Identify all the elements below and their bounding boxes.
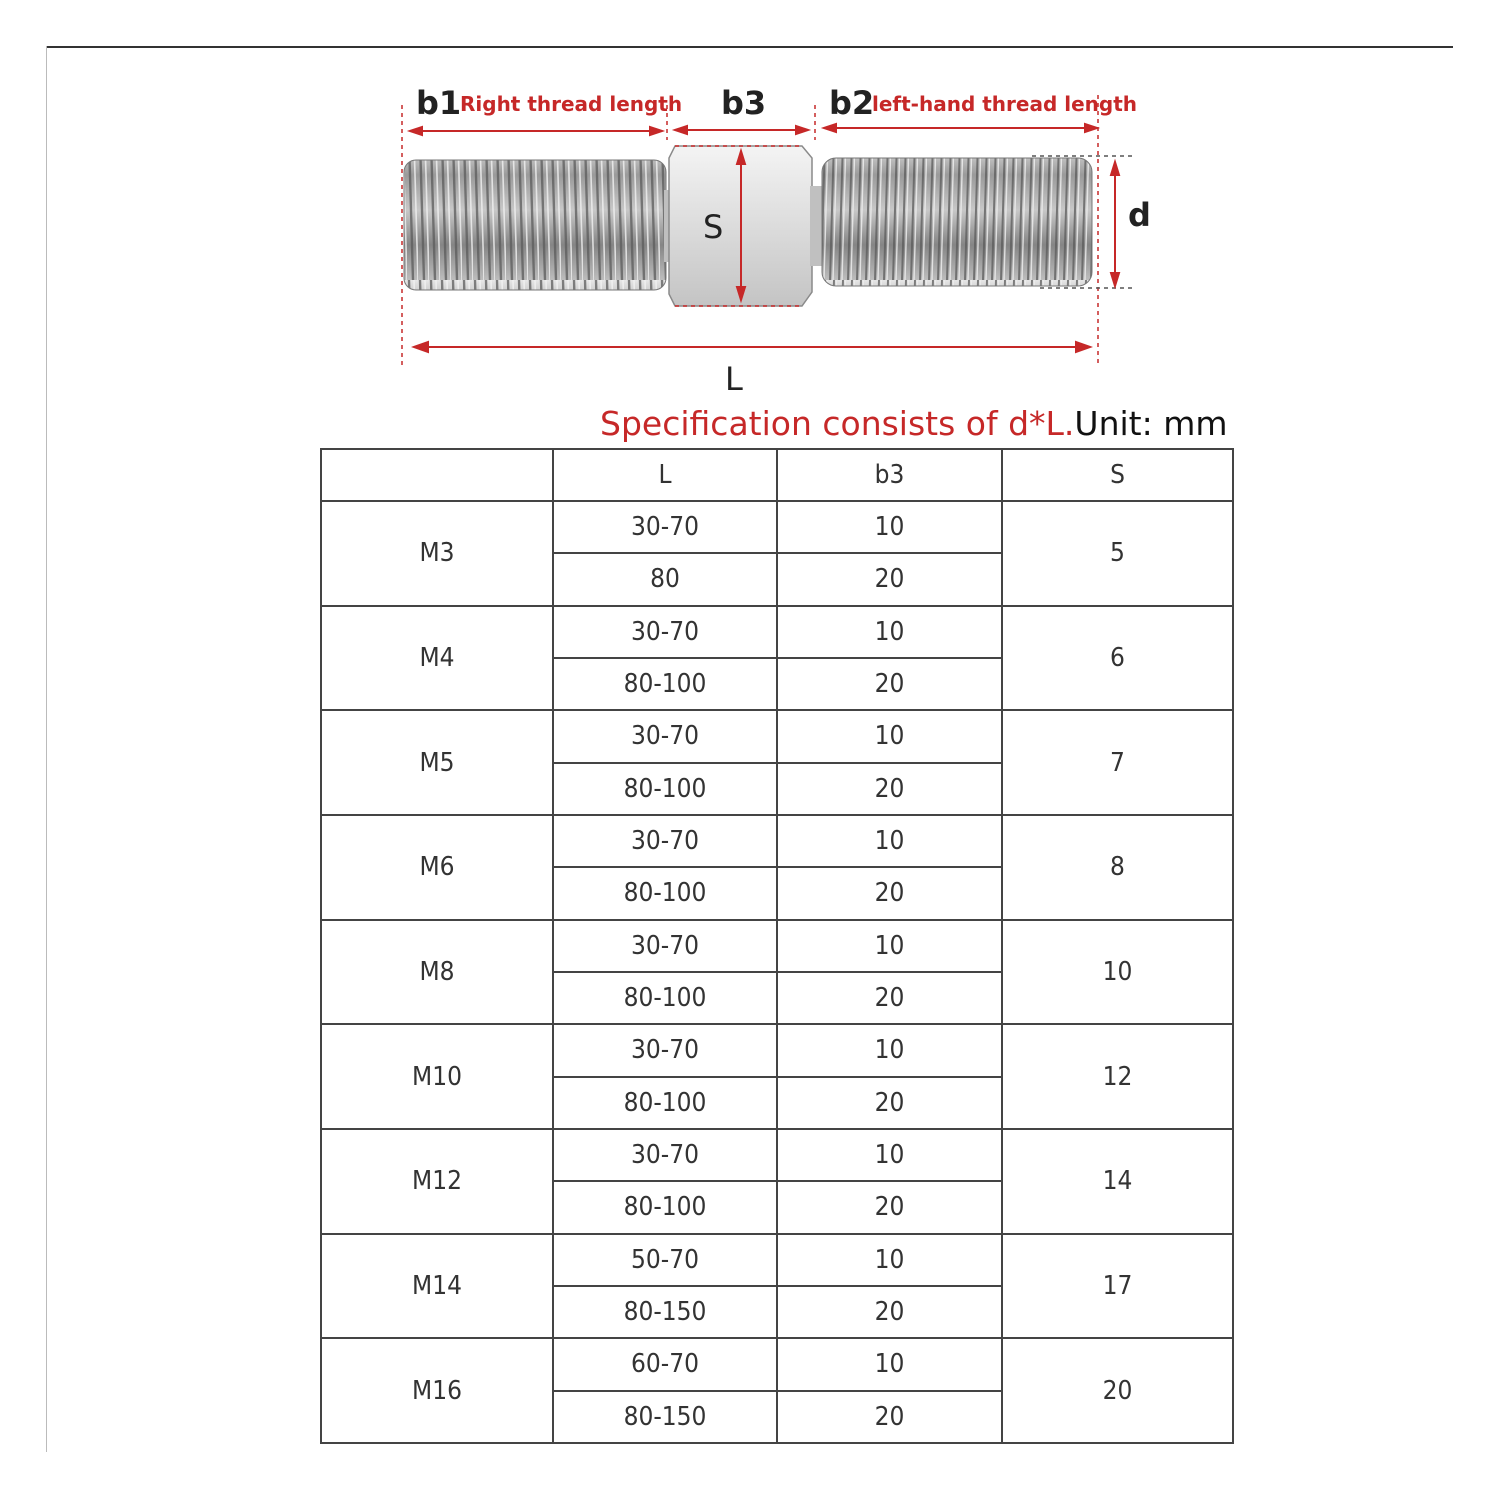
specification-table <box>320 448 1234 1444</box>
cell-thread-size: M6 <box>321 815 553 920</box>
cell-s: 7 <box>1002 710 1233 815</box>
cell-s: 10 <box>1002 920 1233 1025</box>
cell-length: 30-70 <box>553 815 777 867</box>
table-row <box>321 1338 1233 1390</box>
cell-b3: 10 <box>777 1234 1002 1286</box>
cell-length: 30-70 <box>553 606 777 658</box>
cell-b3: 20 <box>777 763 1002 815</box>
cell-length: 80-100 <box>553 867 777 919</box>
cell-b3: 10 <box>777 1129 1002 1181</box>
cell-thread-size: M8 <box>321 920 553 1025</box>
stud-bolt-diagram <box>0 0 1500 410</box>
b3-label: b3 <box>721 84 767 122</box>
cell-length: 30-70 <box>553 1024 777 1076</box>
b2-label: b2 <box>829 84 875 122</box>
cell-length: 80-100 <box>553 763 777 815</box>
cell-b3: 20 <box>777 1077 1002 1129</box>
table-row <box>321 920 1233 972</box>
cell-b3: 20 <box>777 658 1002 710</box>
cell-thread-size: M12 <box>321 1129 553 1234</box>
header-size <box>321 449 553 501</box>
cell-length: 30-70 <box>553 501 777 553</box>
table-row <box>321 1024 1233 1076</box>
cell-thread-size: M16 <box>321 1338 553 1443</box>
cell-thread-size: M4 <box>321 606 553 711</box>
cell-b3: 20 <box>777 1391 1002 1443</box>
table-row <box>321 1129 1233 1181</box>
table-row <box>321 501 1233 553</box>
cell-length: 60-70 <box>553 1338 777 1390</box>
right-hand-thread-section <box>404 160 666 290</box>
cell-length: 80-100 <box>553 1077 777 1129</box>
specification-note <box>600 404 1228 443</box>
cell-b3: 10 <box>777 1024 1002 1076</box>
specification-text: Specification consists of d*L. <box>600 404 1075 443</box>
cell-length: 80-100 <box>553 1181 777 1233</box>
cell-b3: 20 <box>777 553 1002 605</box>
table-row <box>321 710 1233 762</box>
cell-length: 80-100 <box>553 658 777 710</box>
header-s: S <box>1002 449 1233 501</box>
stud-drawing <box>0 0 1500 410</box>
cell-b3: 10 <box>777 501 1002 553</box>
table-row <box>321 815 1233 867</box>
cell-s: 17 <box>1002 1234 1233 1339</box>
table-body <box>321 501 1233 1443</box>
unit-text: Unit: mm <box>1074 404 1228 443</box>
table-row <box>321 1234 1233 1286</box>
cell-b3: 10 <box>777 920 1002 972</box>
cell-b3: 20 <box>777 1181 1002 1233</box>
cell-b3: 10 <box>777 1338 1002 1390</box>
cell-b3: 10 <box>777 606 1002 658</box>
table-header-row <box>321 449 1233 501</box>
cell-thread-size: M10 <box>321 1024 553 1129</box>
cell-b3: 20 <box>777 1286 1002 1338</box>
header-b3: b3 <box>777 449 1002 501</box>
cell-thread-size: M3 <box>321 501 553 606</box>
cell-length: 50-70 <box>553 1234 777 1286</box>
b1-label: b1 <box>416 84 462 122</box>
cell-thread-size: M5 <box>321 710 553 815</box>
cell-b3: 10 <box>777 710 1002 762</box>
b1-caption: Right thread length <box>460 92 683 116</box>
cell-b3: 20 <box>777 972 1002 1024</box>
cell-b3: 10 <box>777 815 1002 867</box>
l-label: L <box>725 360 743 398</box>
cell-length: 80 <box>553 553 777 605</box>
cell-s: 14 <box>1002 1129 1233 1234</box>
cell-s: 6 <box>1002 606 1233 711</box>
cell-s: 8 <box>1002 815 1233 920</box>
cell-length: 30-70 <box>553 710 777 762</box>
left-hand-thread-section <box>822 158 1092 286</box>
d-label: d <box>1128 196 1151 234</box>
b2-caption: left-hand thread length <box>872 92 1138 116</box>
cell-length: 80-150 <box>553 1391 777 1443</box>
cell-s: 12 <box>1002 1024 1233 1129</box>
cell-length: 30-70 <box>553 1129 777 1181</box>
s-label: S <box>703 208 724 246</box>
cell-length: 30-70 <box>553 920 777 972</box>
cell-length: 80-100 <box>553 972 777 1024</box>
cell-b3: 20 <box>777 867 1002 919</box>
cell-s: 5 <box>1002 501 1233 606</box>
cell-thread-size: M14 <box>321 1234 553 1339</box>
header-l: L <box>553 449 777 501</box>
cell-length: 80-150 <box>553 1286 777 1338</box>
table-row <box>321 606 1233 658</box>
cell-s: 20 <box>1002 1338 1233 1443</box>
